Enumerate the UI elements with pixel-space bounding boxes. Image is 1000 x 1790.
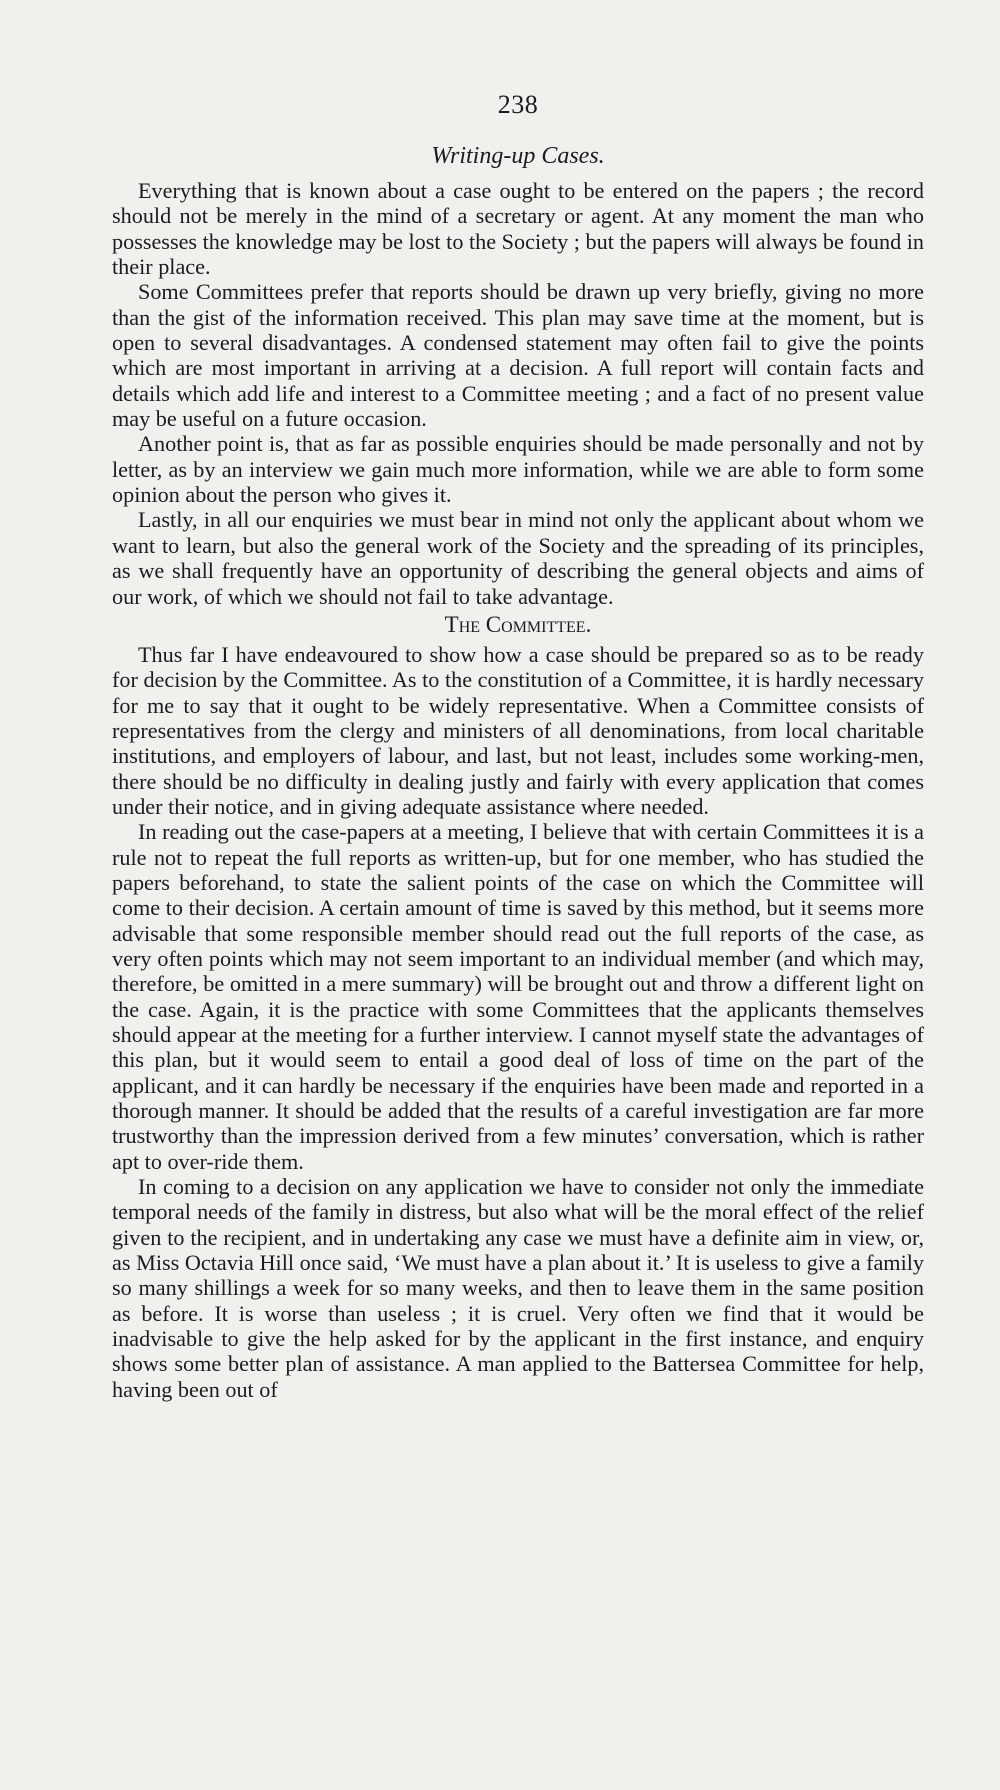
paragraph: Everything that is known about a case ought to be entered on the papers ; the record should not be merely in the mind of a secretary or agent. At any moment the man who possesses the knowledge may be lost to the Society ; but the papers will always be found in their place. <box>112 178 924 280</box>
section-heading-the-committee: The Committee. <box>444 611 592 637</box>
paragraph: In coming to a decision on any application we have to consider not only the immediate temporal needs of the family in distress, but also what will be the moral effect of the relief given to the recipient, and in undertaking any case we must have a definite aim in view, or, as Miss Octavia Hill once said, ‘We must have a plan about it.’ It is useless to give a family so many shillings a week for so many weeks, and then to leave them in the same position as before. It is worse than useless ; it is cruel. Very often we find that it would be inadvisable to give the help asked for by the applicant in the first instance, and enquiry shows some better plan of assistance. A man applied to the Battersea Committee for help, having been out of <box>112 1174 924 1402</box>
paragraph: Some Committees prefer that reports should be drawn up very briefly, giving no more than the gist of the information received. This plan may save time at the moment, but is open to several disadvantages. A condensed statement may often fail to give the points which are most important in arriving at a decision. A full report will contain facts and details which add life and interest to a Committee meeting ; and a fact of no present value may be useful on a future occasion. <box>112 279 924 432</box>
paragraph: Lastly, in all our enquiries we must bear in mind not only the applicant about whom we want to learn, but also the general work of the Society and the spreading of its principles, as we shall frequently have an opportunity of describing the general objects and aims of our work, of which we should not fail to take advantage. <box>112 507 924 609</box>
section-heading-writing-up-cases: Writing-up Cases. <box>431 143 605 169</box>
paragraph: Thus far I have endeavoured to show how a case should be prepared so as to be ready for decision by the Committee. As to the constitution of a Committee, it is hardly necessary for me to say that it ought to be widely representative. When a Committee consists of representatives from the clergy and ministers of all denominations, from local charitable institutions, and employers of labour, and last, but not least, includes some working-men, there should be no difficulty in dealing justly and fairly with every application that comes under their notice, and in giving adequate assistance where needed. <box>112 641 924 819</box>
paragraph: Another point is, that as far as possible enquiries should be made personally and not by letter, as by an interview we gain much more information, while we are able to form some opinion about the person who gives it. <box>112 431 924 508</box>
paragraph: In reading out the case-papers at a meeting, I believe that with certain Committees it is a rule not to repeat the full reports as written-up, but for one member, who has studied the papers beforehand, to state the salient points of the case on which the Committee will come to their decision. A certain amount of time is saved by this method, but it seems more advisable that some responsible member should read out the full reports of the case, as very often points which may not seem important to an individual member (and which may, therefore, be omitted in a mere summary) will be brought out and throw a different light on the case. Again, it is the practice with some Committees that the applicants themselves should appear at the meeting for a further interview. I cannot myself state the advantages of this plan, but it would seem to entail a good deal of loss of time on the part of the applicant, and it can hardly be necessary if the enquiries have been made and reported in a thorough manner. It should be added that the results of a careful investigation are far more trustworthy than the impression derived from a few minutes’ conversation, which is rather apt to over-ride them. <box>112 819 924 1174</box>
page-number: 238 <box>497 90 539 119</box>
